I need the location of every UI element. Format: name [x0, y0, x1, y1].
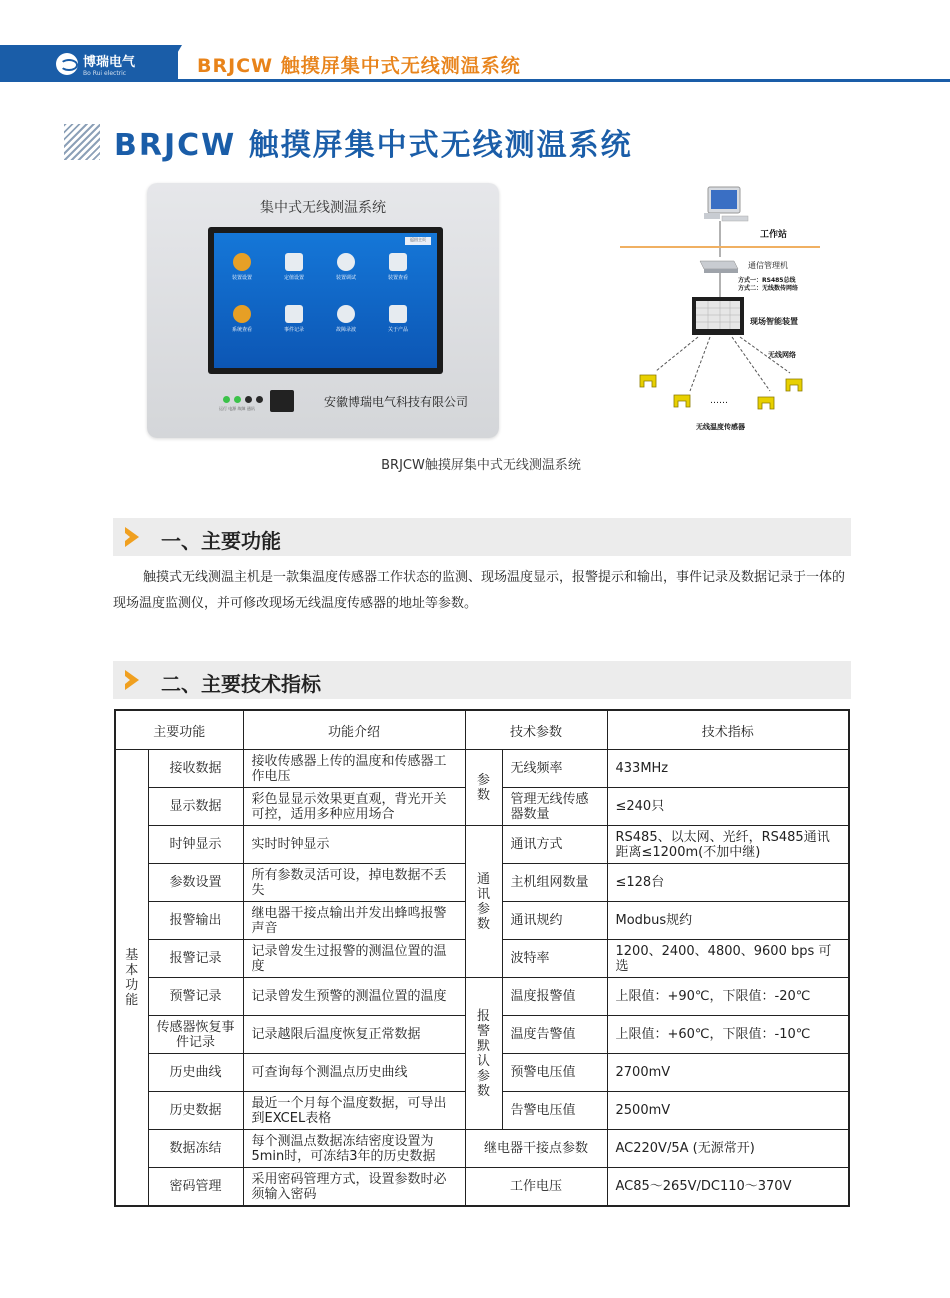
- gear-icon: [233, 253, 251, 271]
- function-description: 记录越限后温度恢复正常数据: [243, 1016, 465, 1054]
- screen-menu-item: [326, 305, 366, 333]
- function-name: 报警输出: [148, 902, 243, 940]
- led-run-icon: [223, 396, 230, 403]
- function-description: 记录曾发生预警的测温位置的温度: [243, 978, 465, 1016]
- group-comm-label: 通 讯 参 数: [465, 826, 502, 978]
- functions-paragraph: 触摸式无线测温主机是一款集温度传感器工作状态的监测、现场温度显示，报警提示和输出，事件记录及数据记录于一体的现场温度监测仪，并可修改现场无线温度传感器的地址等参数。: [113, 570, 846, 611]
- spec-table: [114, 709, 850, 1207]
- function-name: 数据冻结: [148, 1130, 243, 1168]
- param-value: ≤240只: [607, 788, 849, 826]
- title-stripes-icon: [64, 124, 100, 160]
- screen-menu-item: [274, 253, 314, 281]
- magnifier-icon: [389, 253, 407, 271]
- figure-caption: BRJCW触摸屏集中式无线测温系统: [381, 458, 581, 473]
- tools-icon: [285, 253, 303, 271]
- function-description: 接收传感器上传的温度和传感器工作电压: [243, 750, 465, 788]
- param-value: 1200、2400、4800、9600 bps 可选: [607, 940, 849, 978]
- device-screen: [214, 233, 437, 368]
- basic-function-label: 基 本 功 能: [115, 750, 148, 1207]
- screen-menu-label: 装置查看: [387, 275, 408, 281]
- books-icon: [389, 305, 407, 323]
- company-logo: [56, 51, 135, 77]
- screen-menu-item: [378, 253, 418, 281]
- search-icon: [285, 305, 303, 323]
- logo-text: 博瑞电气: [83, 55, 136, 70]
- wave-icon: [337, 305, 355, 323]
- param-value: 433MHz: [607, 750, 849, 788]
- function-description: 继电器干接点输出并发出蜂鸣报警声音: [243, 902, 465, 940]
- table-row: [115, 1130, 849, 1168]
- screen-menu-label: 事件记录: [283, 327, 304, 333]
- function-name: 参数设置: [148, 864, 243, 902]
- function-description: 可查询每个测温点历史曲线: [243, 1054, 465, 1092]
- status-leds: [223, 396, 263, 403]
- function-description: 实时时钟显示: [243, 826, 465, 864]
- device-photo: [147, 183, 499, 438]
- usb-port-icon: [270, 390, 294, 412]
- param-name: 通讯规约: [502, 902, 607, 940]
- wireless-links: [656, 337, 790, 391]
- param-name: 温度告警值: [502, 1016, 607, 1054]
- function-name: 接收数据: [148, 750, 243, 788]
- device-panel-title: 集中式无线测温系统: [260, 200, 386, 216]
- function-description: 每个测温点数据冻结密度设置为5min时，可冻结3年的历史数据: [243, 1130, 465, 1168]
- header-band: [0, 0, 950, 100]
- param-value: AC85～265V/DC110～370V: [607, 1168, 849, 1207]
- function-name: 历史数据: [148, 1092, 243, 1130]
- table-row: [115, 978, 849, 1016]
- section-title: 二、主要技术指标: [161, 672, 321, 696]
- field-device-icon: [692, 297, 744, 335]
- screen-menu-label: 系统查看: [231, 327, 252, 333]
- function-name: 预警记录: [148, 978, 243, 1016]
- screen-menu-item: [222, 253, 262, 281]
- param-value: 2500mV: [607, 1092, 849, 1130]
- chevron-right-icon: [125, 527, 139, 547]
- section-title: 一、主要功能: [161, 529, 281, 553]
- param-name: 继电器干接点参数: [465, 1130, 607, 1168]
- param-name: 预警电压值: [502, 1054, 607, 1092]
- diagram-ellipsis: ……: [710, 396, 728, 406]
- function-name: 历史曲线: [148, 1054, 243, 1092]
- diagram-sensor-label: 无线温度传感器: [696, 423, 745, 431]
- screen-menu-label: 装置设置: [231, 275, 252, 281]
- column-header: 主要功能: [115, 710, 243, 750]
- function-description: 所有参数灵活可设，掉电数据不丢失: [243, 864, 465, 902]
- function-description: 最近一个月每个温度数据，可导出到EXCEL表格: [243, 1092, 465, 1130]
- table-row: [115, 750, 849, 788]
- column-header: 功能介绍: [243, 710, 465, 750]
- table-row: [115, 826, 849, 864]
- screen-menu-item: [274, 305, 314, 333]
- header-title: BRJCW 触摸屏集中式无线测温系统: [197, 55, 521, 77]
- device-company: 安徽博瑞电气科技有限公司: [324, 395, 469, 409]
- param-value: ≤128台: [607, 864, 849, 902]
- param-value: 上限值：+90℃，下限值：-20℃: [607, 978, 849, 1016]
- diagram-workstation-label: 工作站: [760, 230, 788, 240]
- function-name: 时钟显示: [148, 826, 243, 864]
- diagram-field-device-label: 现场智能装置: [750, 317, 798, 326]
- logo-mark-icon: [56, 53, 78, 75]
- chevron-right-icon: [125, 670, 139, 690]
- header-rule: [178, 79, 950, 82]
- section-heading-specs: [113, 661, 851, 699]
- param-name: 工作电压: [465, 1168, 607, 1207]
- leds-label: 运行 电源 故障 通讯: [219, 406, 255, 411]
- function-name: 显示数据: [148, 788, 243, 826]
- screen-menu-item: [326, 253, 366, 281]
- function-name: 报警记录: [148, 940, 243, 978]
- column-header: 技术指标: [607, 710, 849, 750]
- logo-subtext: Bo Rui electric: [83, 70, 127, 77]
- param-value: RS485、以太网、光纤，RS485通讯距离≤1200m(不加中继): [607, 826, 849, 864]
- page-title: BRJCW 触摸屏集中式无线测温系统: [114, 128, 633, 163]
- function-name: 传感器恢复事件记录: [148, 1016, 243, 1054]
- device-screen-frame: [208, 227, 443, 374]
- page-title-block: [64, 120, 633, 164]
- param-name: 波特率: [502, 940, 607, 978]
- param-value: 2700mV: [607, 1054, 849, 1092]
- section-heading-functions: [113, 518, 851, 556]
- diagram-wireless-label: 无线网络: [768, 351, 796, 359]
- table-header-row: [115, 710, 849, 750]
- group-alarm-label: 报 警 默 认 参 数: [465, 978, 502, 1130]
- param-value: 上限值：+60℃，下限值：-10℃: [607, 1016, 849, 1054]
- param-name: 主机组网数量: [502, 864, 607, 902]
- screen-menu-label: 装置调试: [335, 275, 356, 281]
- led-power-icon: [234, 396, 241, 403]
- led-fault-icon: [245, 396, 252, 403]
- screen-menu-label: 定值设置: [283, 275, 304, 281]
- function-description: 采用密码管理方式，设置参数时必须输入密码: [243, 1168, 465, 1207]
- diagram-mode1-label: 方式一：RS485总线: [738, 277, 796, 284]
- screen-home-button: 返回主页: [405, 237, 431, 245]
- system-diagram: [620, 183, 840, 443]
- diagram-comm-manager-label: 通信管理机: [748, 261, 788, 270]
- workstation-computer-icon: [704, 187, 748, 221]
- param-value: AC220V/5A (无源常开): [607, 1130, 849, 1168]
- column-header: 技术参数: [465, 710, 607, 750]
- group-param-label: 参 数: [465, 750, 502, 826]
- function-name: 密码管理: [148, 1168, 243, 1207]
- function-description: 记录曾发生过报警的测温位置的温度: [243, 940, 465, 978]
- header-slant: [160, 45, 182, 82]
- param-name: 告警电压值: [502, 1092, 607, 1130]
- function-description: 彩色显显示效果更直观，背光开关可控，适用多种应用场合: [243, 788, 465, 826]
- screen-menu-item: [222, 305, 262, 333]
- screen-menu-label: 关于产品: [387, 327, 408, 333]
- screen-menu-item: [378, 305, 418, 333]
- table-row: [115, 1168, 849, 1207]
- diagram-mode2-label: 方式二：无线数传网络: [738, 285, 799, 292]
- led-comm-icon: [256, 396, 263, 403]
- param-name: 管理无线传感器数量: [502, 788, 607, 826]
- param-name: 无线频率: [502, 750, 607, 788]
- param-name: 通讯方式: [502, 826, 607, 864]
- cog-icon: [337, 253, 355, 271]
- paper-icon: [233, 305, 251, 323]
- param-value: Modbus规约: [607, 902, 849, 940]
- screen-menu-label: 故障录波: [335, 327, 356, 333]
- param-name: 温度报警值: [502, 978, 607, 1016]
- comm-manager-icon: [700, 261, 738, 273]
